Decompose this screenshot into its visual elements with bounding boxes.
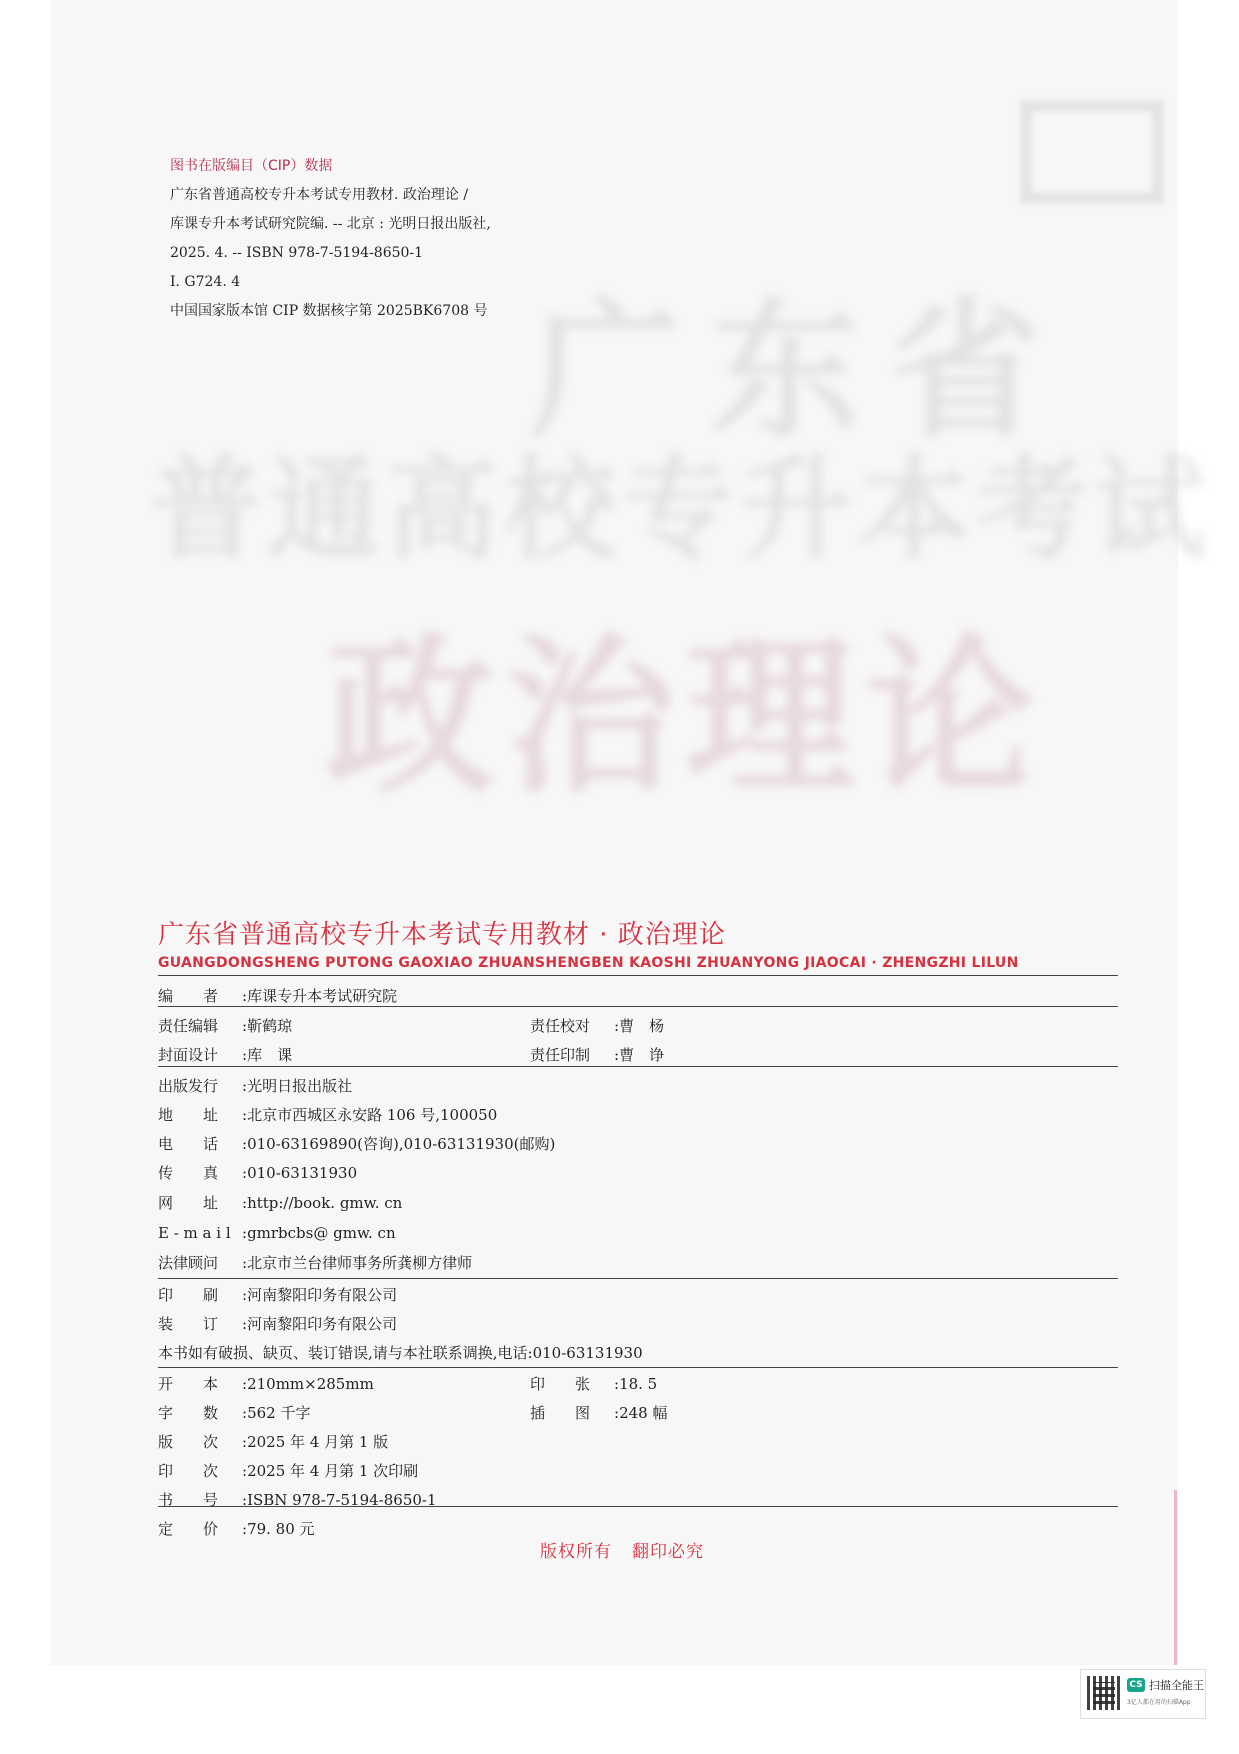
info-row-printing: 印 次 :2025 年 4 月第 1 次印刷 xyxy=(158,1462,419,1480)
label: 版 次 xyxy=(158,1433,219,1451)
copyright-right: 翻印必究 xyxy=(632,1542,704,1562)
value: 曹 杨 xyxy=(619,1017,665,1035)
value: gmrbcbs@ gmw. cn xyxy=(247,1224,396,1242)
label: 封面设计 xyxy=(158,1046,219,1064)
copyright-left: 版权所有 xyxy=(540,1542,612,1562)
info-row-resp-proof: 责任校对 :曹 杨 xyxy=(530,1017,665,1035)
cip-line: 2025. 4. -- ISBN 978-7-5194-8650-1 xyxy=(170,245,424,261)
page-edge xyxy=(1174,1490,1177,1665)
info-row-address: 地 址 :北京市西城区永安路 106 号,100050 xyxy=(158,1106,498,1124)
label: 印 刷 xyxy=(158,1286,219,1304)
bleed-through-text: 政治理论 xyxy=(325,619,1046,817)
info-row-binder: 装 订 :河南黎阳印务有限公司 xyxy=(158,1315,398,1333)
book-pinyin: GUANGDONGSHENG PUTONG GAOXIAO ZHUANSHENGBEN KAOSHI ZHUANYONG JIAOCAI · ZHENGZHI LILUN xyxy=(158,955,1019,971)
label: 出版发行 xyxy=(158,1077,219,1095)
info-row-words: 字 数 :562 千字 xyxy=(158,1404,311,1422)
value: 靳鹤琼 xyxy=(247,1017,293,1035)
bleed-through-text: 普通高校专升本考试 xyxy=(150,445,1212,575)
value: 562 千字 xyxy=(247,1404,311,1422)
info-row-printer: 印 刷 :河南黎阳印务有限公司 xyxy=(158,1286,398,1304)
label: 印 张 xyxy=(530,1375,591,1393)
info-row-email: E - m a i l :gmrbcbs@ gmw. cn xyxy=(158,1224,396,1242)
label: 网 址 xyxy=(158,1194,219,1212)
divider xyxy=(158,975,1118,976)
badge-app-name: 扫描全能王 xyxy=(1149,1679,1204,1692)
bleed-through-logo xyxy=(1020,100,1164,204)
label: 书 号 xyxy=(158,1491,219,1509)
label: 印 次 xyxy=(158,1462,219,1480)
divider xyxy=(158,1367,1118,1368)
label: 编 者 xyxy=(158,987,219,1005)
divider xyxy=(158,1066,1118,1067)
info-row-legal: 法律顾问 :北京市兰台律师事务所龚柳方律师 xyxy=(158,1254,473,1272)
label: 地 址 xyxy=(158,1106,219,1124)
qr-code-icon xyxy=(1087,1676,1121,1710)
cip-line: 库课专升本考试研究院编. -- 北京 : 光明日报出版社, xyxy=(170,216,491,232)
cip-line: 中国国家版本馆 CIP 数据核字第 2025BK6708 号 xyxy=(170,303,488,319)
cip-title: 图书在版编目（CIP）数据 xyxy=(170,158,333,174)
label: 字 数 xyxy=(158,1404,219,1422)
info-row-publisher: 出版发行 :光明日报出版社 xyxy=(158,1077,353,1095)
info-row-resp-print: 责任印制 :曹 诤 xyxy=(530,1046,665,1064)
info-row-fax: 传 真 :010-63131930 xyxy=(158,1164,358,1182)
value: 河南黎阳印务有限公司 xyxy=(247,1315,398,1333)
book-title: 广东省普通高校专升本考试专用教材 · 政治理论 xyxy=(158,920,726,950)
copyright-notice xyxy=(540,1537,704,1562)
info-row-sheets: 印 张 :18. 5 xyxy=(530,1375,658,1393)
label: 定 价 xyxy=(158,1520,219,1538)
info-row-resp-editor: 责任编辑 :靳鹤琼 xyxy=(158,1017,293,1035)
info-row-edition: 版 次 :2025 年 4 月第 1 版 xyxy=(158,1433,389,1451)
label: 插 图 xyxy=(530,1404,591,1422)
info-row-web: 网 址 :http://book. gmw. cn xyxy=(158,1194,403,1212)
divider xyxy=(158,1278,1118,1279)
value: 2025 年 4 月第 1 次印刷 xyxy=(247,1462,419,1480)
value: http://book. gmw. cn xyxy=(247,1194,403,1212)
label: 责任印制 xyxy=(530,1046,591,1064)
value: ISBN 978-7-5194-8650-1 xyxy=(247,1491,437,1509)
label: 责任校对 xyxy=(530,1017,591,1035)
value: 河南黎阳印务有限公司 xyxy=(247,1286,398,1304)
value: 北京市兰台律师事务所龚柳方律师 xyxy=(247,1254,473,1272)
label: 法律顾问 xyxy=(158,1254,219,1272)
label: 开 本 xyxy=(158,1375,219,1393)
info-row-editor: 编 者 :库课专升本考试研究院 xyxy=(158,987,398,1005)
value: 光明日报出版社 xyxy=(247,1077,353,1095)
label: 责任编辑 xyxy=(158,1017,219,1035)
info-row-isbn: 书 号 :ISBN 978-7-5194-8650-1 xyxy=(158,1491,437,1509)
cip-line: 广东省普通高校专升本考试专用教材. 政治理论 / xyxy=(170,187,469,203)
badge-tagline: 3亿人都在用的扫描App xyxy=(1127,1699,1191,1706)
value: 79. 80 元 xyxy=(247,1520,315,1538)
camscanner-logo-icon: CS xyxy=(1127,1678,1145,1692)
cip-block xyxy=(170,152,491,326)
info-row-figures: 插 图 :248 幅 xyxy=(530,1404,668,1422)
scanner-watermark-badge xyxy=(1080,1669,1206,1719)
info-row-price: 定 价 :79. 80 元 xyxy=(158,1520,315,1538)
label: 电 话 xyxy=(158,1135,219,1153)
info-row-format: 开 本 :210mm×285mm xyxy=(158,1375,374,1393)
divider xyxy=(158,1006,1118,1007)
info-row-phone: 电 话 :010-63169890(咨询),010-63131930(邮购) xyxy=(158,1135,556,1153)
value: 2025 年 4 月第 1 版 xyxy=(247,1433,389,1451)
info-row-cover: 封面设计 :库 课 xyxy=(158,1046,293,1064)
info-row-notice xyxy=(158,1343,643,1363)
value: 248 幅 xyxy=(619,1404,668,1422)
value: 库 课 xyxy=(247,1046,293,1064)
label: E - m a i l xyxy=(158,1224,231,1242)
value: 18. 5 xyxy=(619,1375,658,1393)
value: 010-63131930 xyxy=(247,1164,358,1182)
cip-line: Ⅰ. G724. 4 xyxy=(170,274,241,290)
bleed-through-text: 广东省 xyxy=(530,285,1071,459)
value: 210mm×285mm xyxy=(247,1375,374,1393)
value: 库课专升本考试研究院 xyxy=(247,987,398,1005)
notice-text: 本书如有破损、缺页、装订错误,请与本社联系调换,电话:010-63131930 xyxy=(158,1344,643,1362)
label: 装 订 xyxy=(158,1315,219,1333)
value: 010-63169890(咨询),010-63131930(邮购) xyxy=(247,1135,556,1153)
label: 传 真 xyxy=(158,1164,219,1182)
value: 曹 诤 xyxy=(619,1046,665,1064)
value: 北京市西城区永安路 106 号,100050 xyxy=(247,1106,498,1124)
